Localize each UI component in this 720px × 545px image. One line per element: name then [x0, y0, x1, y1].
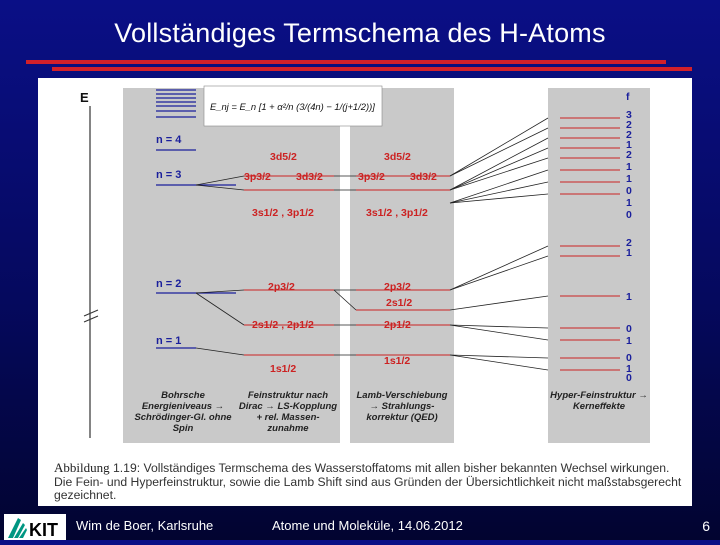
- bohr-level-n1: n = 1: [156, 335, 182, 347]
- svg-text:1: 1: [626, 161, 632, 173]
- hyperfine-f-labels: [626, 91, 632, 384]
- lamb-3d32: 3d3/2: [410, 171, 437, 183]
- title-rule-top: [26, 60, 666, 64]
- lamb-2p12: 2p1/2: [384, 319, 411, 331]
- term-scheme-figure: [38, 78, 692, 506]
- lamb-3d52: 3d5/2: [384, 151, 411, 163]
- dirac-1s12: 1s1/2: [270, 363, 297, 375]
- bohr-level-n4: n = 4: [156, 134, 182, 146]
- bohr-level-n2: n = 2: [156, 278, 182, 290]
- dirac-2p32: 2p3/2: [268, 281, 295, 293]
- svg-text:0: 0: [626, 323, 632, 335]
- svg-text:2: 2: [626, 237, 632, 249]
- page-number: 6: [702, 518, 710, 534]
- svg-text:0: 0: [626, 209, 632, 221]
- dirac-3s12-3p12: 3s1/2 , 3p1/2: [252, 207, 314, 219]
- svg-text:0: 0: [626, 185, 632, 197]
- column-label-hfs: Hyper-Feinstruktur → Kerneffekte: [550, 390, 648, 412]
- title-rule-bottom: [52, 67, 692, 71]
- kit-logo-text: KIT: [29, 520, 58, 540]
- svg-text:f: f: [626, 91, 630, 103]
- svg-text:1: 1: [626, 197, 632, 209]
- dirac-2s12-2p12: 2s1/2 , 2p1/2: [252, 319, 314, 331]
- footer-course: Atome und Moleküle, 14.06.2012: [272, 518, 463, 533]
- bohr-level-n3: n = 3: [156, 169, 182, 181]
- column-label-bohr: Bohrsche Energieniveaus → Schrödinger-Gl. ohne Spin: [134, 390, 232, 434]
- dirac-3p32: 3p3/2: [244, 171, 271, 183]
- fine-structure-formula: E_nj = E_n [1 + α²/n (3/(4n) − 1/(j+1/2))]: [210, 101, 375, 112]
- lamb-2p32: 2p3/2: [384, 281, 411, 293]
- energy-axis-label: E: [80, 90, 89, 105]
- dirac-3d52: 3d5/2: [270, 151, 297, 163]
- svg-text:0: 0: [626, 352, 632, 364]
- svg-text:1: 1: [626, 335, 632, 347]
- lamb-3p32: 3p3/2: [358, 171, 385, 183]
- figure-caption: [54, 461, 684, 503]
- slide-title: Vollständiges Termschema des H-Atoms: [114, 18, 606, 48]
- caption-text: 1.19: Vollständiges Termschema des Wasserstoffatoms mit allen bisher bekannten Wechsel wirkungen. Die Fein- und Hyperfeinstruktur, sowie die Lamb Shift sind aus Gründen der Übersichtlichkeit nicht maßstabsgerecht gezeichnet.: [54, 461, 682, 502]
- svg-text:1: 1: [626, 291, 632, 303]
- svg-text:1: 1: [626, 363, 632, 375]
- column-label-lamb: Lamb-Verschiebung → Strahlungs-korrektur (QED): [356, 390, 448, 423]
- svg-text:1: 1: [626, 247, 632, 259]
- column-label-dirac: Feinstruktur nach Dirac → LS-Kopplung + rel. Massen-zunahme: [238, 390, 338, 434]
- svg-text:1: 1: [626, 173, 632, 185]
- kit-logo: [4, 514, 66, 540]
- dirac-3d32: 3d3/2: [296, 171, 323, 183]
- lamb-3s12-3p12: 3s1/2 , 3p1/2: [366, 207, 428, 219]
- svg-text:0: 0: [626, 372, 632, 384]
- caption-label: Abbildung: [54, 460, 110, 475]
- svg-text:1: 1: [626, 139, 632, 151]
- footer-author: Wim de Boer, Karlsruhe: [76, 518, 214, 533]
- svg-text:2: 2: [626, 129, 632, 141]
- lamb-2s12: 2s1/2: [386, 297, 413, 309]
- svg-text:2: 2: [626, 149, 632, 161]
- svg-text:2: 2: [626, 119, 632, 131]
- svg-text:3: 3: [626, 109, 632, 121]
- lamb-1s12: 1s1/2: [384, 355, 411, 367]
